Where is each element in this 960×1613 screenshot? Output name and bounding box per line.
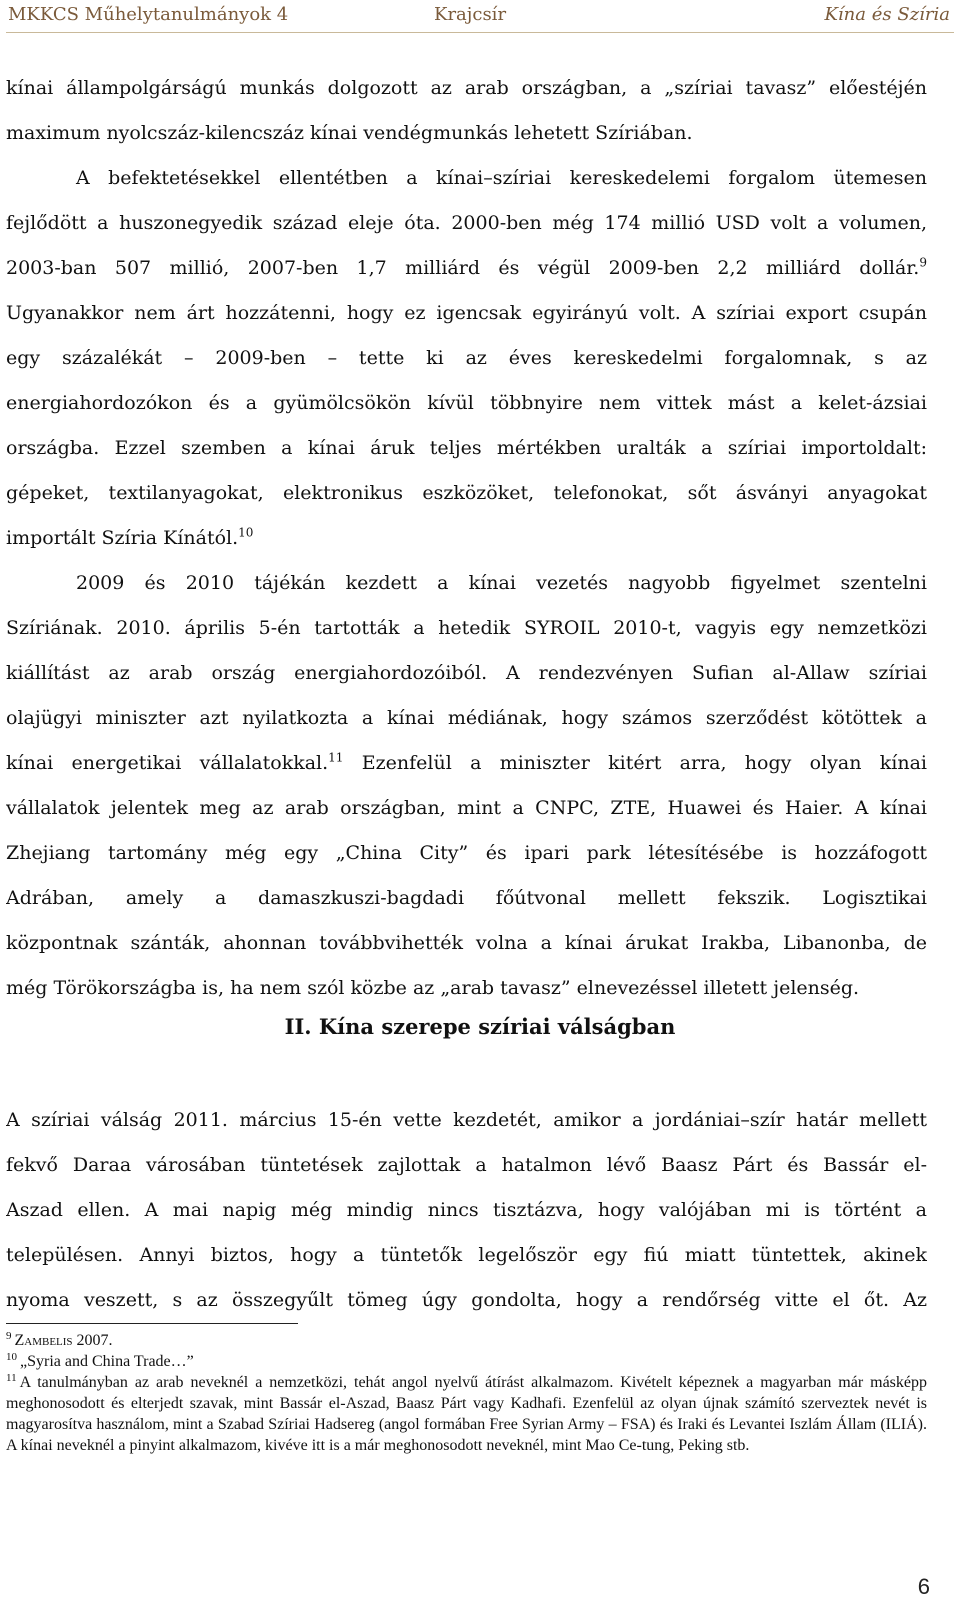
text-line: vállalatok jelentek meg az arab országban, mint a CNPC, ZTE, Huawei és Haier. A kínai <box>6 797 927 819</box>
body-text-lower <box>6 1098 927 1323</box>
line-text: 2003-ban 507 millió, 2007-ben 1,7 milliárd és végül 2009-ben 2,2 milliárd dollár. <box>6 257 920 279</box>
text-line: 2009 és 2010 tájékán kezdett a kínai vezetés nagyobb figyelmet szentelni <box>76 572 927 594</box>
text-line: kiállítást az arab ország energiahordozóiból. A rendezvényen Sufian al-Allaw szíriai <box>6 662 927 684</box>
footnote-number: 11 <box>6 1371 17 1384</box>
text-line: Szíriának. 2010. április 5-én tartották a hetedik SYROIL 2010-t, vagyis egy nemzetközi <box>6 617 927 639</box>
line-text: kínai energetikai vállalatokkal. <box>6 752 329 774</box>
footnote-ref: 9 <box>919 255 927 270</box>
footnote-number: 9 <box>6 1329 12 1342</box>
line-text: importált Szíria Kínától. <box>6 527 239 549</box>
text-line: Zhejiang tartomány még egy „China City” és ipari park létesítésébe is hozzáfogott <box>6 842 927 864</box>
text-line <box>6 741 927 786</box>
section-heading: II. Kína szerepe szíriai válságban <box>284 1014 676 1039</box>
page-number: 6 <box>917 1574 930 1599</box>
text-line: A szíriai válság 2011. március 15-én vette kezdetét, amikor a jordániai–szír határ mellett <box>6 1109 927 1131</box>
text-line: A befektetésekkel ellentétben a kínai–szíriai kereskedelemi forgalom ütemesen <box>76 167 927 189</box>
footnote-text: A tanulmányban az arab neveknél a nemzetközi, tehát angol nyelvű átírást alkalmazom. Kivételt képeznek a magyarban már másképp meghonosodott és elterjedt szavak, mint Bassár el-Aszad, Baasz Párt vagy Kadhafi. Ezenfelül az olyan újnak számító szerveztek nevét is magyarosítva használom, mint a Szabad Szíriai Hadsereg (angol formában Free Syrian Army – FSA) és Iraki és Levantei Iszlám Állam (ILIÁ). A kínai neveknél a pinyint alkalmazom, kivéve itt is a már meghonosodott neveknél, mint Mao Ce-tung, Peking stb. <box>6 1374 927 1454</box>
footnote-ref: 10 <box>238 525 254 540</box>
text-line: maximum nyolcszáz-kilencszáz kínai vendégmunkás lehetett Szíriában. <box>6 122 693 144</box>
footnote-item <box>6 1351 927 1372</box>
text-line: energiahordozókon és a gyümölcsökön kívül többnyire nem vittek mást a kelet-ázsiai <box>6 392 927 414</box>
page-header <box>0 0 960 34</box>
text-line: Aszad ellen. A mai napig még mindig nincs tisztázva, hogy valójában mi is történt a <box>6 1199 927 1221</box>
footnote-item <box>6 1372 927 1456</box>
text-line: kínai állampolgárságú munkás dolgozott az arab országban, a „szíriai tavasz” előestéjén <box>6 77 927 99</box>
footnote-text: „Syria and China Trade…” <box>20 1353 194 1370</box>
text-line: fejlődött a huszonegyedik század eleje óta. 2000-ben még 174 millió USD volt a volumen, <box>6 212 927 234</box>
text-line: Adrában, amely a damaszkuszi-bagdadi főútvonal mellett fekszik. Logisztikai <box>6 887 927 909</box>
text-line: országba. Ezzel szemben a kínai áruk teljes mértékben uralták a szíriai importoldalt: <box>6 437 927 459</box>
text-line: Ugyanakkor nem árt hozzátenni, hogy ez igencsak egyirányú volt. A szíriai export csupán <box>6 302 927 324</box>
text-line <box>6 246 927 291</box>
line-text: Ezenfelül a miniszter kitért arra, hogy olyan kínai <box>361 752 927 774</box>
footnote-divider <box>6 1323 298 1324</box>
footnote-number: 10 <box>6 1350 17 1363</box>
header-title: Kína és Szíria <box>824 4 950 25</box>
text-line: olajügyi miniszter azt nyilatkozta a kínai médiának, hogy számos szerződést kötöttek a <box>6 707 927 729</box>
footnote-item <box>6 1330 927 1351</box>
text-line <box>6 516 927 561</box>
text-line: nyoma veszett, s az összegyűlt tömeg úgy gondolta, hogy a rendőrség vitte el őt. Az <box>6 1289 927 1311</box>
header-divider <box>6 32 954 33</box>
text-line: gépeket, textilanyagokat, elektronikus eszközöket, telefonokat, sőt ásványi anyagokat <box>6 482 927 504</box>
footnote-text: Zambelis 2007. <box>14 1332 113 1349</box>
body-text-upper <box>6 66 927 1011</box>
text-line: egy százalékát – 2009-ben – tette ki az éves kereskedelmi forgalomnak, s az <box>6 347 927 369</box>
text-line: központnak szánták, ahonnan továbbvihették volna a kínai árukat Irakba, Libanonba, de <box>6 932 927 954</box>
footnote-ref: 11 <box>328 750 344 765</box>
text-line: fekvő Daraa városában tüntetések zajlottak a hatalmon lévő Baasz Párt és Bassár el- <box>6 1154 927 1176</box>
footnotes <box>6 1330 927 1456</box>
text-line: településen. Annyi biztos, hogy a tüntetők legelőször egy fiú miatt tüntettek, akinek <box>6 1244 927 1266</box>
header-author: Krajcsír <box>434 4 507 25</box>
header-publication: MKKCS Műhelytanulmányok 4 <box>8 4 289 25</box>
text-line: még Törökországba is, ha nem szól közbe az „arab tavasz” elnevezéssel illetett jelenség. <box>6 977 860 999</box>
